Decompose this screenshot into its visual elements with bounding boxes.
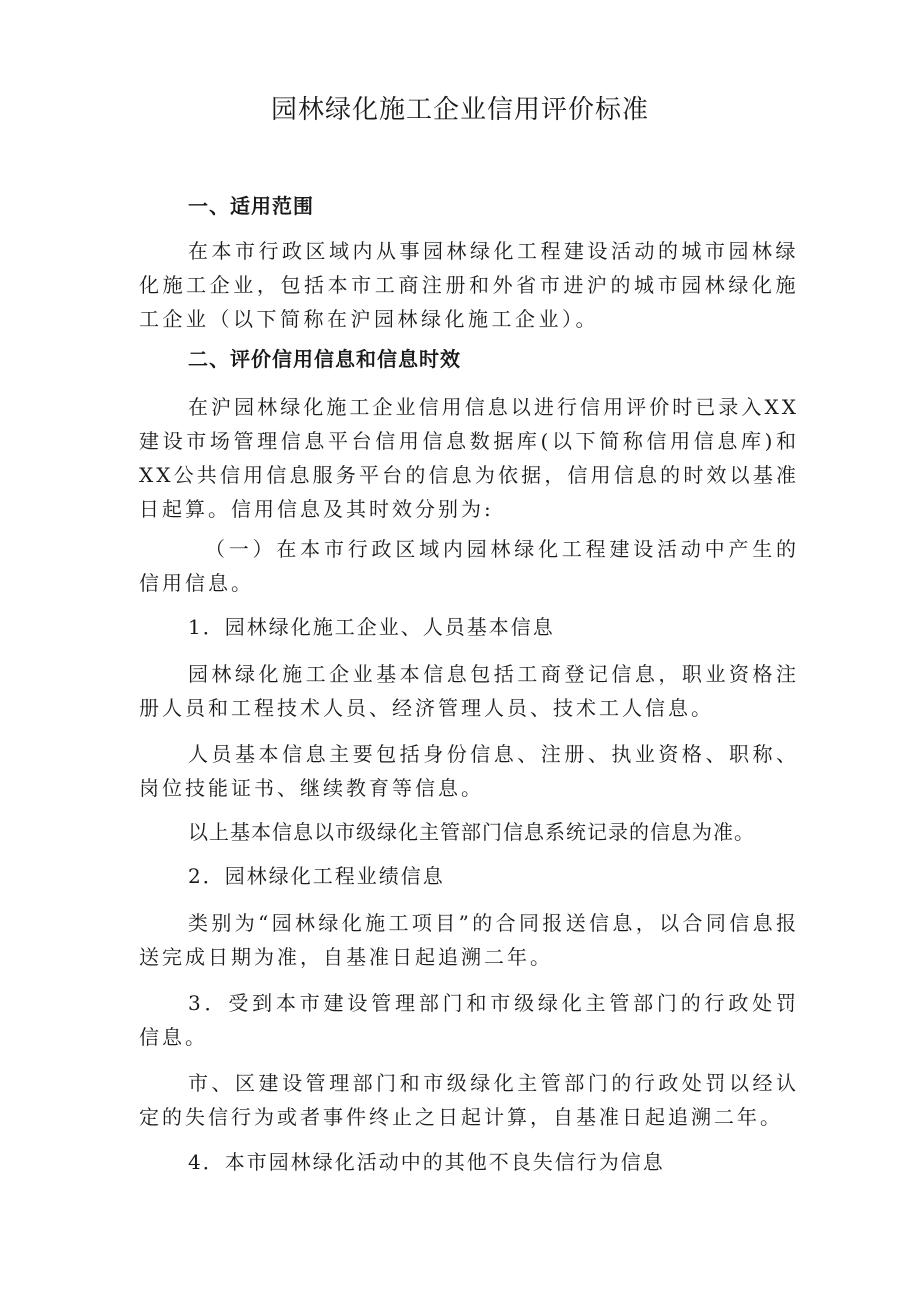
item-2-paragraph: 类别为“园林绿化施工项目”的合同报送信息，以合同信息报送完成日期为准，自基准日起追溯二年。 [139,911,799,969]
item-3-paragraph: 市、区建设管理部门和市级绿化主管部门的行政处罚以经认定的失信行为或者事件终止之日起计算，自基准日起追溯二年。 [139,1071,799,1129]
section-heading-scope: 一、适用范围 [188,194,314,218]
page-title: 园林绿化施工企业信用评价标准 [270,95,649,125]
section-scope-paragraph: 在本市行政区域内从事园林绿化工程建设活动的城市园林绿化施工企业，包括本市工商注册和外省市进沪的城市园林绿化施工企业（以下简称在沪园林绿化施工企业）。 [139,239,799,331]
section-heading-credit-info: 二、评价信用信息和信息时效 [188,347,461,371]
item-1-paragraph-2: 人员基本信息主要包括身份信息、注册、执业资格、职称、岗位技能证书、继续教育等信息。 [139,742,799,800]
item-2-heading: 2．园林绿化工程业绩信息 [188,864,445,888]
item-1-heading: 1．园林绿化施工企业、人员基本信息 [188,615,555,639]
item-3-heading: 3．受到本市建设管理部门和市级绿化主管部门的行政处罚信息。 [139,991,799,1049]
item-4-heading: 4．本市园林绿化活动中的其他不良失信行为信息 [188,1150,665,1174]
item-1-paragraph-1: 园林绿化施工企业基本信息包括工商登记信息，职业资格注册人员和工程技术人员、经济管理人员、技术工人信息。 [139,662,799,720]
section-credit-info-paragraph: 在沪园林绿化施工企业信用信息以进行信用评价时已录入XX建设市场管理信息平台信用信息数据库(以下简称信用信息库)和XX公共信用信息服务平台的信息为依据，信用信息的时效以基准日起算。信用信息及其时效分别为: [139,395,799,521]
item-1-paragraph-3: 以上基本信息以市级绿化主管部门信息系统记录的信息为准。 [188,820,755,844]
subsection-1-paragraph: （一）在本市行政区域内园林绿化工程建设活动中产生的信用信息。 [139,537,799,595]
